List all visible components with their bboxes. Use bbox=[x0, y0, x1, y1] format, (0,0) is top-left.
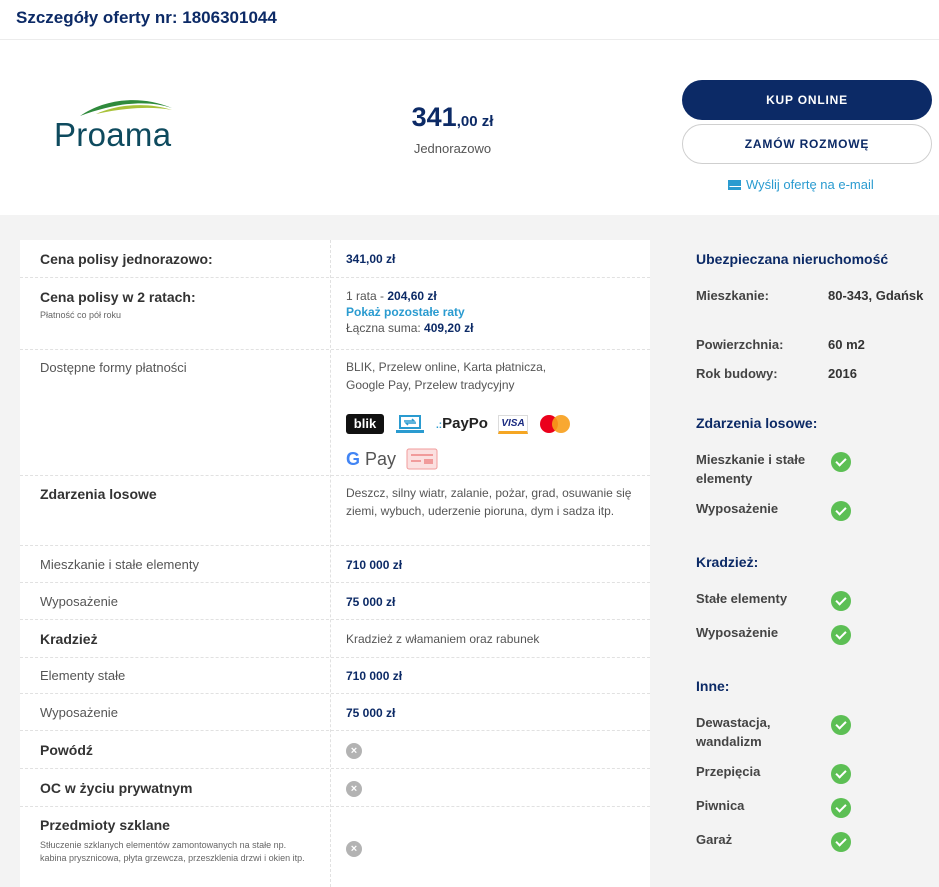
covered-check-icon bbox=[831, 452, 851, 472]
single-price-value: 341,00 zł bbox=[346, 252, 396, 266]
property-title: Ubezpieczana nieruchomość bbox=[696, 251, 889, 267]
table-row bbox=[20, 807, 650, 887]
offer-details-table bbox=[20, 240, 650, 887]
proama-logo bbox=[54, 96, 194, 156]
not-covered-icon: × bbox=[346, 743, 362, 759]
table-row bbox=[20, 731, 650, 769]
fixed-elements-value: 710 000 zł bbox=[346, 669, 403, 683]
price-main: 341 bbox=[411, 102, 457, 132]
area-key: Powierzchnia: bbox=[696, 337, 784, 352]
covered-check-icon bbox=[831, 501, 851, 521]
send-offer-email-label: Wyślij ofertę na e-mail bbox=[746, 177, 874, 192]
random-events-value: Deszcz, silny wiatr, zalanie, pożar, grad, osuwanie się ziemi, wybuch, uderzenie pioruna, dym i sadza itp. bbox=[346, 486, 632, 518]
header-bar bbox=[0, 0, 939, 40]
equipment-label: Wyposażenie bbox=[40, 594, 118, 609]
visa-icon: VISA bbox=[498, 415, 528, 434]
show-installments-link[interactable]: Pokaż pozostałe raty bbox=[346, 305, 465, 319]
glass-label: Przedmioty szklane bbox=[40, 817, 170, 833]
table-row bbox=[20, 583, 650, 620]
price-block bbox=[380, 102, 525, 156]
price-period: Jednorazowo bbox=[413, 141, 492, 156]
year-value: 2016 bbox=[828, 366, 857, 381]
single-price-label: Cena polisy jednorazowo: bbox=[40, 251, 213, 267]
year-key: Rok budowy: bbox=[696, 366, 778, 381]
buy-online-button[interactable]: KUP ONLINE bbox=[682, 80, 932, 120]
table-row bbox=[20, 240, 650, 278]
glass-hint: Stłuczenie szklanych elementów zamontowanych na stałe np. kabina prysznicowa, płyta grzewcza, przeszklenia drzwi i okien itp. bbox=[40, 840, 305, 863]
coverage-item: Garaż bbox=[696, 832, 733, 847]
blik-icon: blik bbox=[346, 414, 384, 434]
area-value: 60 m2 bbox=[828, 337, 865, 352]
coverage-item: Przepięcia bbox=[696, 764, 761, 779]
send-offer-email-link[interactable] bbox=[728, 177, 874, 192]
offer-summary bbox=[0, 40, 939, 215]
table-row bbox=[20, 620, 650, 658]
oc-label: OC w życiu prywatnym bbox=[40, 780, 193, 796]
covered-check-icon bbox=[831, 591, 851, 611]
coverage-item: Dewastacja, wandalizm bbox=[696, 715, 771, 749]
paypo-icon: .:PayPo bbox=[436, 415, 488, 432]
covered-check-icon bbox=[831, 625, 851, 645]
table-row bbox=[20, 350, 650, 476]
flat-elements-value: 710 000 zł bbox=[346, 558, 403, 572]
fixed-elements-label: Elementy stałe bbox=[40, 668, 126, 683]
price-fraction: ,00 zł bbox=[456, 113, 494, 130]
covered-check-icon bbox=[831, 764, 851, 784]
equipment2-value: 75 000 zł bbox=[346, 706, 396, 720]
google-pay-icon: G Pay bbox=[346, 449, 397, 469]
covered-check-icon bbox=[831, 832, 851, 852]
theft-label: Kradzież bbox=[40, 631, 98, 647]
coverage-item: Piwnica bbox=[696, 798, 745, 813]
covered-check-icon bbox=[831, 715, 851, 735]
random-events-title: Zdarzenia losowe: bbox=[696, 415, 818, 431]
page-title: Szczegóły oferty nr: 1806301044 bbox=[16, 8, 277, 27]
flood-label: Powódź bbox=[40, 742, 93, 758]
covered-check-icon bbox=[831, 798, 851, 818]
total-value: 409,20 zł bbox=[424, 321, 474, 335]
brand-name: Proama bbox=[54, 116, 172, 153]
installment-prefix: 1 rata - bbox=[346, 289, 388, 303]
table-row bbox=[20, 658, 650, 694]
random-events-label: Zdarzenia losowe bbox=[40, 486, 157, 502]
table-row bbox=[20, 694, 650, 731]
equipment-value: 75 000 zł bbox=[346, 595, 396, 609]
bank-transfer-icon bbox=[406, 448, 438, 470]
flat-key: Mieszkanie: bbox=[696, 288, 769, 303]
coverage-item: Wyposażenie bbox=[696, 625, 779, 640]
payment-methods-value: BLIK, Przelew online, Karta płatnicza, Google Pay, Przelew tradycyjny bbox=[346, 360, 547, 392]
installment-value: 204,60 zł bbox=[387, 289, 437, 303]
flat-elements-label: Mieszkanie i stałe elementy bbox=[40, 557, 199, 572]
total-prefix: Łączna suma: bbox=[346, 321, 425, 335]
coverage-item: Stałe elementy bbox=[696, 591, 788, 606]
table-row bbox=[20, 546, 650, 583]
payment-methods-label: Dostępne formy płatności bbox=[40, 360, 187, 375]
theft-value: Kradzież z włamaniem oraz rabunek bbox=[346, 632, 540, 646]
table-row bbox=[20, 278, 650, 350]
logo-swoosh-icon bbox=[78, 96, 174, 118]
flat-value: 80-343, Gdańsk bbox=[828, 288, 924, 303]
equipment2-label: Wyposażenie bbox=[40, 705, 118, 720]
mastercard-icon bbox=[538, 414, 572, 434]
table-row bbox=[20, 476, 650, 546]
order-call-button[interactable]: ZAMÓW ROZMOWĘ bbox=[682, 124, 932, 164]
other-title: Inne: bbox=[696, 678, 730, 694]
coverage-item: Wyposażenie bbox=[696, 501, 779, 516]
envelope-icon bbox=[728, 180, 741, 190]
theft-title: Kradzież: bbox=[696, 554, 759, 570]
installments-hint: Płatność co pół roku bbox=[40, 310, 122, 320]
not-covered-icon: × bbox=[346, 781, 362, 797]
not-covered-icon: × bbox=[346, 841, 362, 857]
installments-label: Cena polisy w 2 ratach: bbox=[40, 289, 196, 305]
table-row bbox=[20, 769, 650, 807]
online-transfer-icon bbox=[396, 414, 424, 434]
coverage-item: Mieszkanie i stałe elementy bbox=[696, 452, 806, 486]
